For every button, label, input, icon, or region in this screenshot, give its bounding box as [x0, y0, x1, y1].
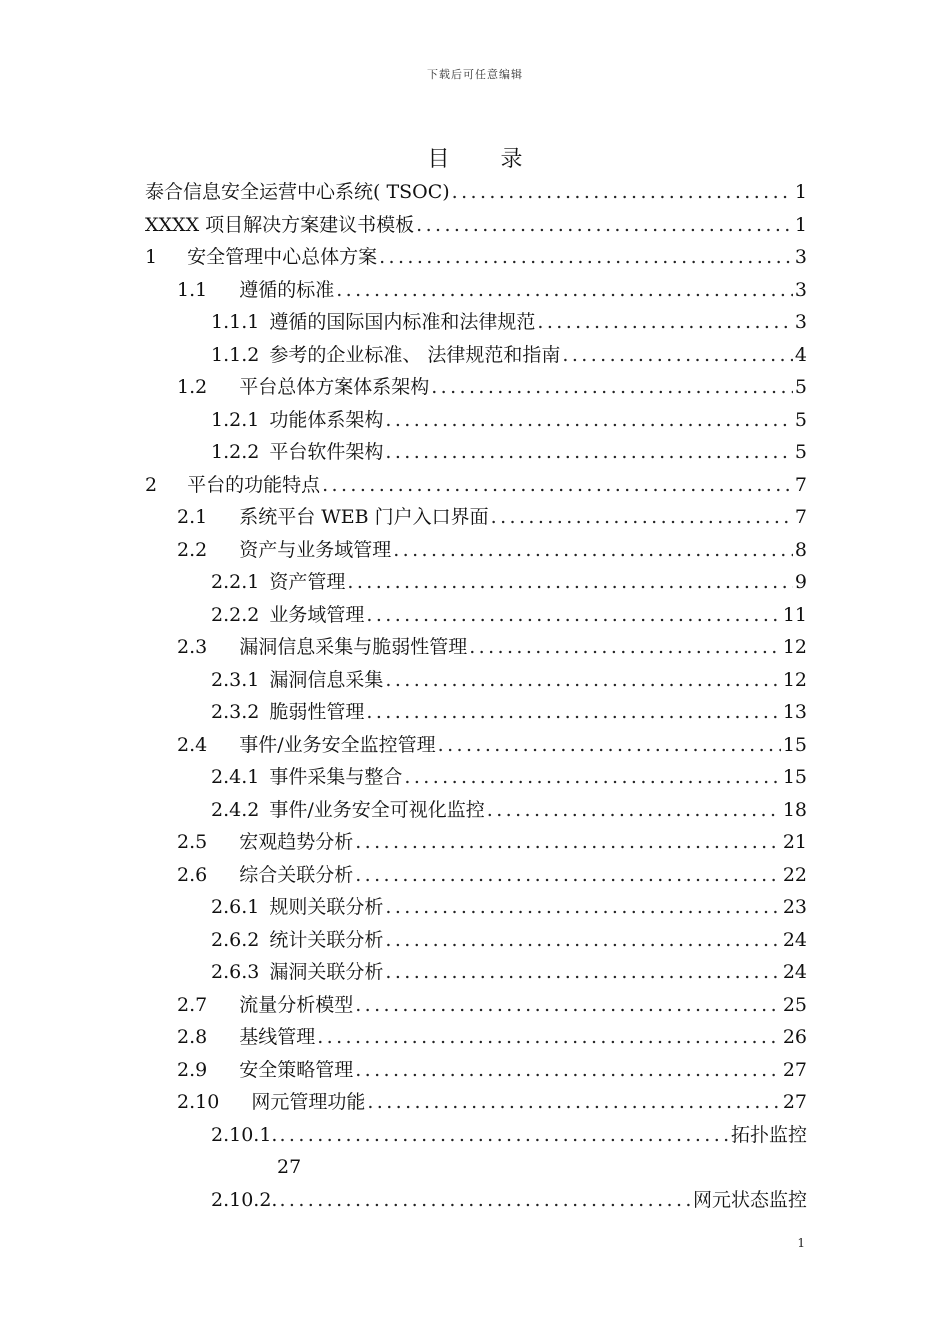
toc-entry-number: 2.2.2 [211, 603, 260, 626]
toc-entry-page: 26 [782, 1026, 807, 1048]
toc-entry-number: 2.10 [177, 1091, 220, 1113]
toc-entry-page: 23 [782, 896, 807, 918]
toc-entry[interactable] [145, 794, 807, 827]
toc-entry-page: 27 [782, 1058, 807, 1081]
toc-leader-dots [562, 339, 793, 372]
toc-entry-label: 统计关联分析 [269, 928, 384, 951]
toc-entry-label: 流量分析模型 [239, 993, 354, 1016]
toc-entry-label: 规则关联分析 [269, 896, 384, 918]
toc-entry-label: 资产与业务域管理 [239, 538, 392, 561]
toc-entry-label: XXXX 项目解决方案建议书模板 [145, 213, 415, 236]
toc-entry-label: 平台软件架构 [269, 441, 384, 463]
toc-entry-number: 1.2 [177, 376, 208, 398]
toc-leader-dots [385, 891, 780, 924]
toc-entry-label: 遵循的国际国内标准和法律规范 [269, 311, 536, 333]
toc-entry-page: 3 [794, 278, 807, 301]
toc-entry[interactable] [145, 924, 807, 957]
toc-leader-dots [379, 241, 793, 274]
toc-entry[interactable] [145, 826, 807, 859]
toc-entry-label: 综合关联分析 [239, 863, 354, 886]
toc-entry-number: 2.7 [177, 993, 208, 1016]
toc-leader-dots [431, 371, 793, 404]
toc-title: 目 录 [427, 147, 545, 172]
toc-entry-page: 5 [794, 376, 807, 398]
toc-entry-label: 安全管理中心总体方案 [187, 246, 378, 268]
toc-entry-number: 1.1 [177, 278, 208, 301]
toc-entry-number: 2.3 [177, 636, 208, 658]
toc-entry-number: 2.8 [177, 1026, 208, 1048]
toc-entry-number: 2.5 [177, 831, 208, 853]
table-of-contents [145, 176, 807, 1216]
toc-entry[interactable] [145, 176, 807, 209]
toc-entry-number: 2.6.2 [211, 928, 260, 951]
toc-leader-dots [279, 1184, 691, 1217]
toc-entry-number: 1 [145, 246, 158, 268]
toc-entry-number: 2.2.1 [211, 571, 260, 593]
toc-entry-page: 15 [782, 766, 807, 788]
toc-entry-number: 1.2.1 [211, 408, 260, 431]
toc-leader-dots [385, 436, 793, 469]
toc-entry[interactable] [145, 1054, 807, 1087]
toc-entry[interactable] [145, 956, 807, 989]
toc-entry[interactable] [145, 534, 807, 567]
toc-leader-dots [537, 306, 793, 339]
toc-leader-dots [438, 729, 781, 762]
toc-entry-number: 2.10.2. [211, 1188, 278, 1211]
toc-leader-dots [355, 859, 781, 892]
toc-entry-number: 2.2 [177, 538, 208, 561]
toc-entry-label: 网元管理功能 [251, 1091, 366, 1113]
toc-leader-dots [404, 761, 780, 794]
toc-entry[interactable] [145, 891, 807, 924]
toc-leader-dots [487, 794, 781, 827]
toc-leader-dots [347, 566, 793, 599]
toc-entry-label: 安全策略管理 [239, 1058, 354, 1081]
toc-entry-page: 1 [794, 181, 807, 203]
toc-entry-page: 25 [782, 993, 807, 1016]
toc-entry-page: 3 [794, 246, 807, 268]
toc-leader-dots [336, 274, 793, 307]
toc-entry-number: 2.6 [177, 863, 208, 886]
toc-entry-number: 1.2.2 [211, 441, 260, 463]
toc-entry-label: 基线管理 [239, 1026, 316, 1048]
toc-entry[interactable] [145, 339, 807, 372]
toc-entry-label: 遵循的标准 [239, 278, 335, 301]
toc-entry[interactable] [145, 729, 807, 762]
toc-entry[interactable] [145, 469, 807, 502]
toc-entry-page: 5 [794, 441, 807, 463]
toc-entry-label: 事件采集与整合 [269, 766, 403, 788]
toc-entry-label: 漏洞关联分析 [269, 961, 384, 983]
toc-leader-dots [385, 664, 780, 697]
toc-entry-number: 2.4.1 [211, 766, 260, 788]
toc-entry-label: 事件/业务安全监控管理 [239, 733, 436, 756]
toc-entry-label: 脆弱性管理 [269, 701, 365, 723]
toc-entry-page: 21 [782, 831, 807, 853]
toc-entry-page: 9 [794, 571, 807, 593]
toc-entry-label: 资产管理 [269, 571, 346, 593]
toc-entry[interactable] [145, 631, 807, 664]
toc-leader-dots [452, 176, 793, 209]
toc-entry-page: 11 [782, 603, 807, 626]
toc-entry-number: 2.4 [177, 733, 208, 756]
toc-entry-number: 1.1.2 [211, 343, 260, 366]
toc-leader-dots [366, 599, 780, 632]
toc-entry[interactable] [145, 696, 807, 729]
toc-entry-label: 漏洞信息采集 [269, 668, 384, 691]
toc-entry-number: 2.10.1. [211, 1123, 278, 1146]
toc-entry-number: 2.4.2 [211, 798, 260, 821]
toc-leader-dots [317, 1021, 781, 1054]
toc-entry-page: 3 [794, 311, 807, 333]
toc-entry[interactable] [145, 306, 807, 339]
toc-entry[interactable] [145, 1119, 807, 1152]
toc-entry-number: 2.9 [177, 1058, 208, 1081]
toc-entry[interactable] [145, 501, 807, 534]
toc-entry[interactable] [145, 1021, 807, 1054]
toc-entry-page: 18 [782, 798, 807, 821]
toc-entry-number: 2.6.3 [211, 961, 260, 983]
toc-entry[interactable] [145, 1184, 807, 1217]
toc-entry[interactable] [145, 241, 807, 274]
toc-entry[interactable] [145, 566, 807, 599]
toc-entry[interactable] [145, 859, 807, 892]
toc-entry-number: 2.3.1 [211, 668, 260, 691]
toc-leader-dots [385, 924, 780, 957]
page-number: 1 [797, 1236, 805, 1250]
toc-entry-label: 拓扑监控 [730, 1123, 807, 1146]
toc-entry-number: 2 [145, 473, 158, 496]
toc-entry-page: 27 [782, 1091, 807, 1113]
toc-leader-dots [416, 209, 793, 242]
toc-entry-label: 泰合信息安全运营中心系统( TSOC) [145, 181, 450, 203]
toc-entry-label: 功能体系架构 [269, 408, 384, 431]
toc-leader-dots [366, 696, 780, 729]
toc-entry-label: 网元状态监控 [692, 1188, 807, 1211]
toc-entry[interactable] [145, 1086, 807, 1119]
toc-entry[interactable] [145, 761, 807, 794]
toc-entry-page: 22 [782, 863, 807, 886]
toc-leader-dots [385, 956, 780, 989]
toc-leader-dots [355, 989, 781, 1022]
toc-entry-page: 27 [277, 1156, 302, 1178]
toc-leader-dots [385, 404, 793, 437]
toc-entry-label: 参考的企业标准、 法律规范和指南 [269, 343, 561, 366]
page-header: 下载后可任意编辑 [427, 68, 523, 81]
toc-entry-page: 4 [794, 343, 807, 366]
toc-entry-page: 5 [794, 408, 807, 431]
toc-leader-dots [367, 1086, 780, 1119]
toc-entry-page: 8 [794, 538, 807, 561]
toc-entry-label: 宏观趋势分析 [239, 831, 354, 853]
toc-entry-page: 24 [782, 928, 807, 951]
toc-entry-label: 漏洞信息采集与脆弱性管理 [239, 636, 468, 658]
toc-leader-dots [393, 534, 793, 567]
toc-entry[interactable] [145, 209, 807, 242]
toc-entry[interactable] [145, 436, 807, 469]
toc-entry-number: 2.1 [177, 506, 208, 528]
toc-leader-dots [279, 1119, 729, 1152]
toc-leader-dots [469, 631, 781, 664]
toc-entry-label: 平台总体方案体系架构 [239, 376, 430, 398]
toc-entry-page: 12 [782, 636, 807, 658]
toc-entry[interactable] [145, 404, 807, 437]
toc-entry-label: 事件/业务安全可视化监控 [269, 798, 485, 821]
toc-entry-page: 12 [782, 668, 807, 691]
toc-entry-page: 1 [794, 213, 807, 236]
toc-entry-page: 15 [782, 733, 807, 756]
toc-entry-page: 7 [794, 473, 807, 496]
toc-entry-page: 13 [782, 701, 807, 723]
toc-entry-number: 2.6.1 [211, 896, 260, 918]
toc-leader-dots [355, 1054, 781, 1087]
toc-entry[interactable] [145, 371, 807, 404]
toc-entry[interactable] [145, 599, 807, 632]
toc-leader-dots [491, 501, 793, 534]
toc-entry-label: 系统平台 WEB 门户入口界面 [239, 506, 489, 528]
toc-entry[interactable] [145, 664, 807, 697]
toc-entry[interactable] [145, 989, 807, 1022]
toc-leader-dots [355, 826, 781, 859]
toc-entry-page: 24 [782, 961, 807, 983]
toc-entry-label: 业务域管理 [269, 603, 365, 626]
toc-entry-number: 2.3.2 [211, 701, 260, 723]
toc-entry-page: 7 [794, 506, 807, 528]
toc-entry[interactable] [145, 274, 807, 307]
toc-entry-label: 平台的功能特点 [187, 473, 321, 496]
toc-entry-number: 1.1.1 [211, 311, 260, 333]
toc-leader-dots [322, 469, 793, 502]
